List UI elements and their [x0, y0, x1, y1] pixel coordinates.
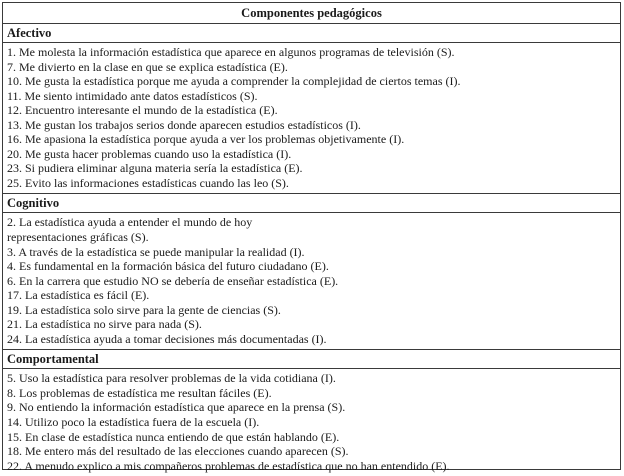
- list-item: 5. Uso la estadística para resolver problemas de la vida cotidiana (I).: [7, 371, 336, 386]
- section-body-cognitivo: [3, 213, 620, 350]
- list-item: 22. A menudo explico a mis compañeros problemas de estadística que no han entendido (E).: [7, 458, 450, 473]
- list-item: 17. La estadística es fácil (E).: [7, 288, 150, 303]
- list-item: 14. Utilizo poco la estadística fuera de la escuela (I).: [7, 415, 260, 430]
- list-item: 15. En clase de estadística nunca entiendo de que están hablando (E).: [7, 429, 340, 444]
- list-item: 7. Me divierto en la clase en que se explica estadística (E).: [7, 59, 288, 74]
- list-item: 24. La estadística ayuda a tomar decisiones más documentadas (I).: [7, 331, 327, 346]
- list-item: 1. Me molesta la información estadística que aparece en algunos programas de televisión (S).: [7, 45, 455, 59]
- list-item: 19. La estadística solo sirve para la gente de ciencias (S).: [7, 302, 281, 317]
- list-item: 2. La estadística ayuda a entender el mundo de hoy: [7, 215, 253, 230]
- list-item: 9. No entiendo la información estadística que aparece en la prensa (S).: [7, 400, 346, 415]
- list-item: 20. Me gusta hacer problemas cuando uso la estadística (I).: [7, 146, 292, 161]
- list-item: 10. Me gusta la estadística porque me ayuda a comprender la complejidad de ciertos temas (I).: [7, 74, 461, 89]
- list-item: 16. Me apasiona la estadística porque ayuda a ver los problemas objetivamente (I).: [7, 132, 405, 147]
- list-item: 18. Me entero más del resultado de las elecciones cuando aparecen (S).: [7, 444, 349, 459]
- list-item: 4. Es fundamental en la formación básica del futuro ciudadano (E).: [7, 259, 329, 274]
- pedagogical-components-table: [2, 2, 621, 473]
- list-item: 21. La estadística no sirve para nada (S).: [7, 317, 202, 332]
- section-title-cognitivo: Cognitivo: [3, 194, 620, 213]
- table-header: Componentes pedagógicos: [3, 3, 620, 24]
- list-item: 3. A través de la estadística se puede manipular la realidad (I).: [7, 244, 305, 259]
- list-item: 25. Evito las informaciones estadísticas cuando las leo (S).: [7, 175, 289, 190]
- list-item: 13. Me gustan los trabajos serios donde aparecen estudios estadísticos (I).: [7, 117, 361, 132]
- list-item: 23. Si pudiera eliminar alguna materia sería la estadística (E).: [7, 161, 303, 176]
- section-title-comportamental: Comportamental: [3, 350, 620, 369]
- section-title-afectivo: Afectivo: [3, 24, 620, 43]
- section-body-comportamental: [3, 369, 620, 476]
- list-item: representaciones gráficas (S).: [7, 230, 149, 245]
- list-item: 8. Los problemas de estadística me resultan fáciles (E).: [7, 385, 272, 400]
- section-body-afectivo: [3, 43, 620, 194]
- list-item: 6. En la carrera que estudio NO se debería de enseñar estadística (E).: [7, 273, 339, 288]
- list-item: 11. Me siento intimidado ante datos estadísticos (S).: [7, 88, 258, 103]
- list-item: 12. Encuentro interesante el mundo de la estadística (E).: [7, 103, 278, 118]
